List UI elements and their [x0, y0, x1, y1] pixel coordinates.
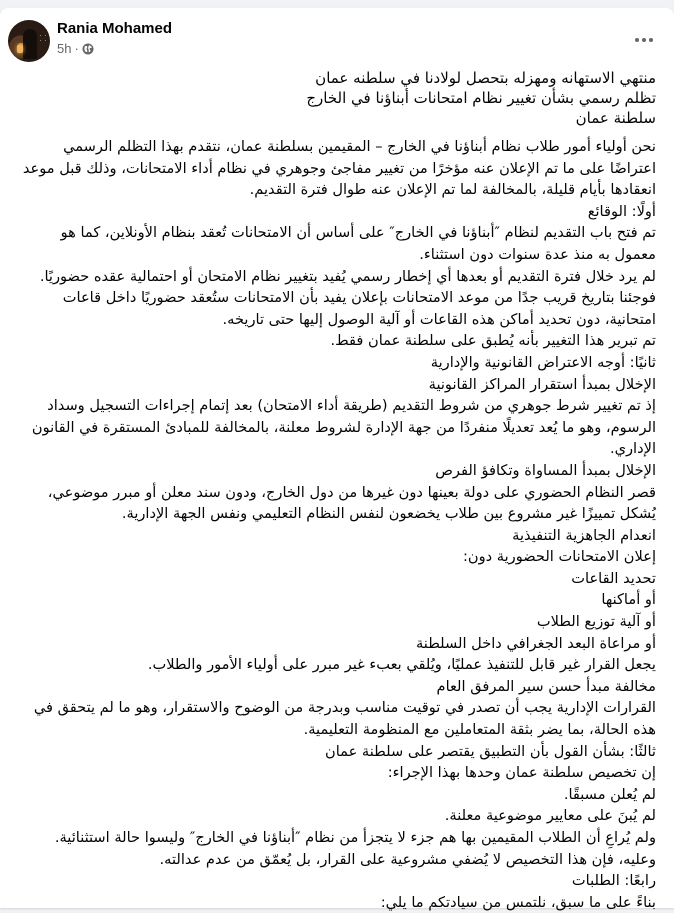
post-paragraph: أو أماكنها — [601, 591, 656, 609]
post-paragraph: انعدام الجاهزية التنفيذية — [512, 526, 656, 544]
dot — [649, 38, 653, 42]
post-paragraph: لم يُبنَ على معايير موضوعية معلنة. — [444, 807, 656, 825]
dot — [635, 38, 639, 42]
author-avatar[interactable] — [8, 20, 50, 62]
post-paragraph: الإخلال بمبدأ استقرار المراكز القانونية — [428, 375, 656, 393]
post-paragraph: لم يُعلن مسبقًا. — [563, 785, 656, 803]
post-card — [0, 8, 674, 911]
post-paragraph: تم فتح باب التقديم لنظام ″أبناؤنا في الخارج″ على أساس أن الامتحانات تُعقد بنظام الأونلاين، كما هو معمول به منذ عدة سنوات دون استثناء. — [60, 224, 656, 263]
post-paragraph: أو آلية توزيع الطلاب — [536, 613, 656, 631]
post-meta — [57, 41, 94, 56]
post-body — [18, 68, 656, 913]
post-paragraph: ولم يُراعِ أن الطلاب المقيمين بها هم جزء لا يتجزأ من نظام ″أبناؤنا في الخارج″ وليسوا حالة استثنائية. — [54, 829, 656, 846]
avatar-lantern — [17, 45, 23, 53]
post-paragraph: تم تبرير هذا التغيير بأنه يُطبق على سلطنة عمان فقط. — [330, 332, 656, 350]
post-paragraph: أو مراعاة البعد الجغرافي داخل السلطنة — [415, 634, 656, 652]
avatar-figure — [23, 29, 37, 59]
post-paragraph: الإخلال بمبدأ المساواة وتكافؤ الفرص — [435, 461, 656, 479]
post-paragraph: القرارات الإدارية يجب أن تصدر في توقيت مناسب وبدرجة من الوضوح والاستقرار، وهو ما لم يتحقق في هذه الحالة، بما يضر بثقة المتعاملين مع المنظومة التعليمية. — [33, 699, 656, 739]
post-paragraph: مخالفة مبدأ حسن سير المرفق العام — [436, 677, 656, 695]
meta-separator: · — [74, 41, 79, 56]
post-paragraph: نحن أولياء أمور طلاب نظام أبناؤنا في الخارج – المقيمين بسلطنة عمان، نتقدم بهذا التظلم الرسمي اعتراضًا على ما تم الإعلان عنه مؤخرًا من تغيير مفاجئ وجوهري في نظام أداء الامتحانات، وذلك قبل موعد انعقادها بأيام قليلة، بالمخالفة لما تم الإعلان عنه طوال فترة التقديم. — [22, 138, 656, 199]
post-paragraph: قصر النظام الحضوري على دولة بعينها دون غيرها من دول الخارج، ودون سند معلن أو مبرر موضوعي، يُشكل تمييزًا غير مشروع بين طلاب يخضعون لنفس النظام التعليمي ونفس الجهة الإدارية. — [47, 483, 656, 523]
post-lead-line: تظلم رسمي بشأن تغيير نظام امتحانات أبناؤنا في الخارج — [306, 89, 656, 107]
dot — [642, 38, 646, 42]
globe-icon[interactable] — [82, 43, 94, 55]
post-paragraph: تحديد القاعات — [571, 569, 656, 587]
post-paragraph: إذ تم تغيير شرط جوهري من شروط التقديم (طريقة أداء الامتحان) بعد إتمام إجراءات التسجيل وسداد الرسوم، وهو ما يُعد تعديلًا منفردًا من جهة الإدارة لشروط معلنة، بالمخالفة للمبادئ المستقرة في القانون الإداري. — [31, 397, 656, 458]
post-paragraph: رابعًا: الطلبات — [571, 872, 656, 890]
post-lead-line: سلطنة عمان — [575, 109, 656, 127]
post-paragraphs — [18, 136, 656, 913]
post-lead-line: منتهي الاستهانه ومهزله بتحصل لولادنا في سلطنه عمان — [315, 69, 656, 87]
post-paragraph: إن تخصيص سلطنة عمان وحدها بهذا الإجراء: — [387, 764, 656, 782]
post-paragraph: وعليه، فإن هذا التخصيص لا يُضفي مشروعية على القرار، بل يُعمّق من عدم عدالته. — [159, 850, 656, 868]
post-paragraph: فوجئنا بتاريخ قريب جدًا من موعد الامتحانات بإعلان يفيد بأن الامتحانات ستُعقد حضوريًا داخل قاعات امتحانية، دون تحديد أماكن هذه القاعات أو آلية الوصول إليها حتى تاريخه. — [62, 289, 656, 328]
post-timestamp[interactable]: 5h — [57, 41, 72, 56]
post-paragraph: أولًا: الوقائع — [587, 202, 656, 220]
post-paragraph: ثالثًا: بشأن القول بأن التطبيق يقتصر على سلطنة عمان — [324, 742, 656, 760]
post-paragraph: يجعل القرار غير قابل للتنفيذ عمليًا، ويُلقي بعبء غير مبرر على أولياء الأمور والطلاب. — [147, 656, 656, 674]
post-paragraph: بناءً على ما سبق، نلتمس من سيادتكم ما يلي: — [380, 893, 656, 911]
author-name[interactable]: Rania Mohamed — [57, 20, 173, 37]
post-paragraph: لم يرد خلال فترة التقديم أو بعدها أي إخطار رسمي يُفيد بتغيير نظام الامتحان أو احتمالية عقده حضوريًا. — [39, 267, 656, 285]
post-paragraph: إعلان الامتحانات الحضورية دون: — [462, 548, 656, 566]
post-header — [8, 18, 664, 62]
post-paragraph: ثانيًا: أوجه الاعتراض القانونية والإدارية — [430, 353, 656, 371]
more-options-icon[interactable] — [626, 28, 662, 52]
